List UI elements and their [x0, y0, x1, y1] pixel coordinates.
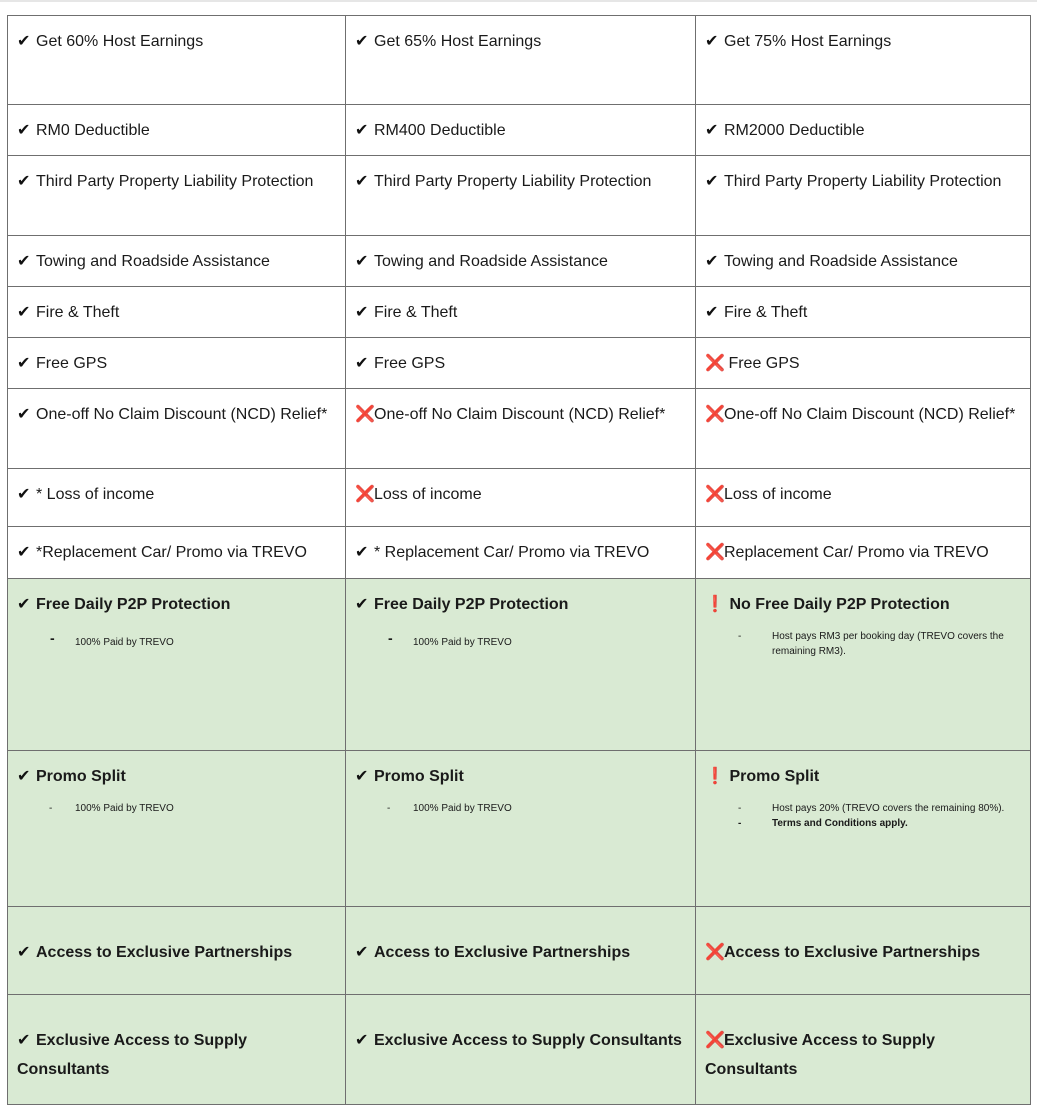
table-row [8, 236, 1031, 287]
check-icon: ✔ [355, 304, 369, 321]
check-icon: ✔ [17, 944, 31, 961]
note-text: 100% Paid by TREVO [75, 637, 174, 648]
cell [696, 751, 1031, 907]
cell [696, 527, 1031, 579]
cell [346, 389, 696, 469]
table-row [8, 105, 1031, 156]
cell [8, 751, 346, 907]
table-row [8, 527, 1031, 579]
cell [696, 579, 1031, 751]
list-item [17, 801, 335, 816]
cross-icon: ❌ [705, 544, 725, 561]
cell-heading: Access to Exclusive Partnerships [724, 944, 981, 961]
table-row [8, 751, 1031, 907]
list-item [705, 629, 1020, 659]
cell [696, 469, 1031, 527]
cell-text: Free GPS [36, 355, 108, 372]
cell [696, 105, 1031, 156]
check-icon: ✔ [17, 1032, 31, 1049]
check-icon: ✔ [17, 596, 31, 613]
cell-heading: Access to Exclusive Partnerships [374, 944, 631, 961]
cell-text: One-off No Claim Discount (NCD) Relief* [724, 406, 1016, 423]
note-list [705, 801, 1020, 831]
check-icon: ✔ [17, 486, 31, 503]
cell [8, 16, 346, 105]
cell-heading: Access to Exclusive Partnerships [36, 944, 293, 961]
cell [696, 156, 1031, 236]
bullet-dash: - [50, 630, 55, 646]
cell-text: Get 60% Host Earnings [36, 33, 204, 50]
table-row [8, 469, 1031, 527]
cell [8, 389, 346, 469]
check-icon: ✔ [355, 944, 369, 961]
table-row [8, 16, 1031, 105]
cell [8, 236, 346, 287]
cell [8, 469, 346, 527]
note-text: 100% Paid by TREVO [413, 803, 512, 814]
cell-text: * Loss of income [36, 486, 155, 503]
bullet-dash: - [49, 803, 53, 814]
list-item [705, 816, 1020, 831]
cell-text: Fire & Theft [374, 304, 458, 321]
note-list [705, 629, 1020, 659]
cell-text: Third Party Property Liability Protection [724, 173, 1002, 190]
check-icon: ✔ [17, 122, 31, 139]
exclamation-icon: ❗ [705, 768, 725, 785]
top-divider [0, 0, 1037, 2]
table-row [8, 995, 1031, 1105]
check-icon: ✔ [355, 173, 369, 190]
list-item [17, 629, 335, 650]
table-row [8, 907, 1031, 995]
check-icon: ✔ [17, 253, 31, 270]
cell-text: Fire & Theft [724, 304, 808, 321]
bullet-dash: - [738, 631, 742, 642]
note-list [355, 801, 685, 816]
note-text: 100% Paid by TREVO [413, 637, 512, 648]
cell [346, 338, 696, 389]
check-icon: ✔ [355, 1032, 369, 1049]
cell-text: One-off No Claim Discount (NCD) Relief* [374, 406, 666, 423]
cell [8, 527, 346, 579]
plan-comparison-table [7, 15, 1031, 1105]
exclamation-icon: ❗ [705, 596, 725, 613]
cell [346, 527, 696, 579]
bullet-dash: - [738, 803, 742, 814]
cell-heading: Promo Split [729, 768, 820, 785]
cell [696, 16, 1031, 105]
cell [696, 287, 1031, 338]
cell-text: Get 65% Host Earnings [374, 33, 542, 50]
check-icon: ✔ [17, 173, 31, 190]
cell-text: Fire & Theft [36, 304, 120, 321]
check-icon: ✔ [17, 406, 31, 423]
cell [696, 338, 1031, 389]
cross-icon: ❌ [705, 944, 725, 961]
check-icon: ✔ [17, 304, 31, 321]
check-icon: ✔ [17, 355, 31, 372]
cell-text: RM0 Deductible [36, 122, 150, 139]
cell-text: Third Party Property Liability Protection [374, 173, 652, 190]
cell [346, 156, 696, 236]
cross-icon: ❌ [705, 1032, 725, 1049]
cell [346, 579, 696, 751]
check-icon: ✔ [355, 596, 369, 613]
cell [696, 389, 1031, 469]
cell [346, 751, 696, 907]
cell-text: * Replacement Car/ Promo via TREVO [374, 544, 650, 561]
cell [346, 236, 696, 287]
terms-note: Terms and Conditions apply. [772, 818, 908, 829]
cell-text: Replacement Car/ Promo via TREVO [724, 544, 989, 561]
cell-heading: Exclusive Access to Supply Consultants [705, 1032, 936, 1078]
check-icon: ✔ [705, 122, 719, 139]
check-icon: ✔ [705, 304, 719, 321]
cross-icon: ❌ [705, 406, 725, 423]
list-item [355, 629, 685, 650]
cell-text: Free GPS [728, 355, 800, 372]
cell [8, 105, 346, 156]
table-row [8, 389, 1031, 469]
table-row [8, 156, 1031, 236]
check-icon: ✔ [17, 544, 31, 561]
bullet-dash: - [738, 818, 742, 829]
cell-heading: Promo Split [36, 768, 126, 785]
cell [696, 995, 1031, 1105]
cross-icon: ❌ [705, 355, 725, 372]
check-icon: ✔ [705, 253, 719, 270]
cell [346, 907, 696, 995]
cell [8, 156, 346, 236]
cross-icon: ❌ [355, 486, 375, 503]
bullet-dash: - [388, 630, 393, 646]
list-item [355, 801, 685, 816]
cell-text: RM400 Deductible [374, 122, 506, 139]
cell [8, 907, 346, 995]
note-list [355, 629, 685, 650]
cell-text: *Replacement Car/ Promo via TREVO [36, 544, 307, 561]
cell [346, 469, 696, 527]
check-icon: ✔ [355, 355, 369, 372]
cell [346, 287, 696, 338]
note-text: Host pays RM3 per booking day (TREVO covers the remaining RM3). [772, 631, 1004, 657]
check-icon: ✔ [17, 33, 31, 50]
cell-text: Get 75% Host Earnings [724, 33, 892, 50]
check-icon: ✔ [705, 33, 719, 50]
table-row [8, 579, 1031, 751]
cell [8, 995, 346, 1105]
cell [8, 287, 346, 338]
cell [696, 907, 1031, 995]
cell [346, 105, 696, 156]
cell-text: Free GPS [374, 355, 446, 372]
cell-heading: Exclusive Access to Supply Consultants [374, 1032, 682, 1049]
cell-heading: Free Daily P2P Protection [36, 596, 231, 613]
cell-heading: Free Daily P2P Protection [374, 596, 569, 613]
table-row [8, 338, 1031, 389]
note-text: 100% Paid by TREVO [75, 803, 174, 814]
check-icon: ✔ [705, 173, 719, 190]
cell-text: Loss of income [724, 486, 832, 503]
cell [696, 236, 1031, 287]
cell [346, 16, 696, 105]
table-row [8, 287, 1031, 338]
list-item [705, 801, 1020, 816]
note-list [17, 801, 335, 816]
cell-text: Loss of income [374, 486, 482, 503]
cell-heading: Exclusive Access to Supply Consultants [17, 1032, 248, 1078]
check-icon: ✔ [355, 253, 369, 270]
cell-heading: No Free Daily P2P Protection [729, 596, 950, 613]
note-text: Host pays 20% (TREVO covers the remaining 80%). [772, 803, 1005, 814]
cell-text: Towing and Roadside Assistance [374, 253, 608, 270]
note-list [17, 629, 335, 650]
check-icon: ✔ [17, 768, 31, 785]
cell [8, 338, 346, 389]
check-icon: ✔ [355, 544, 369, 561]
check-icon: ✔ [355, 122, 369, 139]
cell [346, 995, 696, 1105]
check-icon: ✔ [355, 768, 369, 785]
bullet-dash: - [387, 803, 391, 814]
cross-icon: ❌ [355, 406, 375, 423]
cell-text: Third Party Property Liability Protection [36, 173, 314, 190]
cell [8, 579, 346, 751]
cell-text: Towing and Roadside Assistance [724, 253, 958, 270]
cell-heading: Promo Split [374, 768, 464, 785]
cell-text: One-off No Claim Discount (NCD) Relief* [36, 406, 328, 423]
check-icon: ✔ [355, 33, 369, 50]
cell-text: Towing and Roadside Assistance [36, 253, 270, 270]
cell-text: RM2000 Deductible [724, 122, 865, 139]
cross-icon: ❌ [705, 486, 725, 503]
